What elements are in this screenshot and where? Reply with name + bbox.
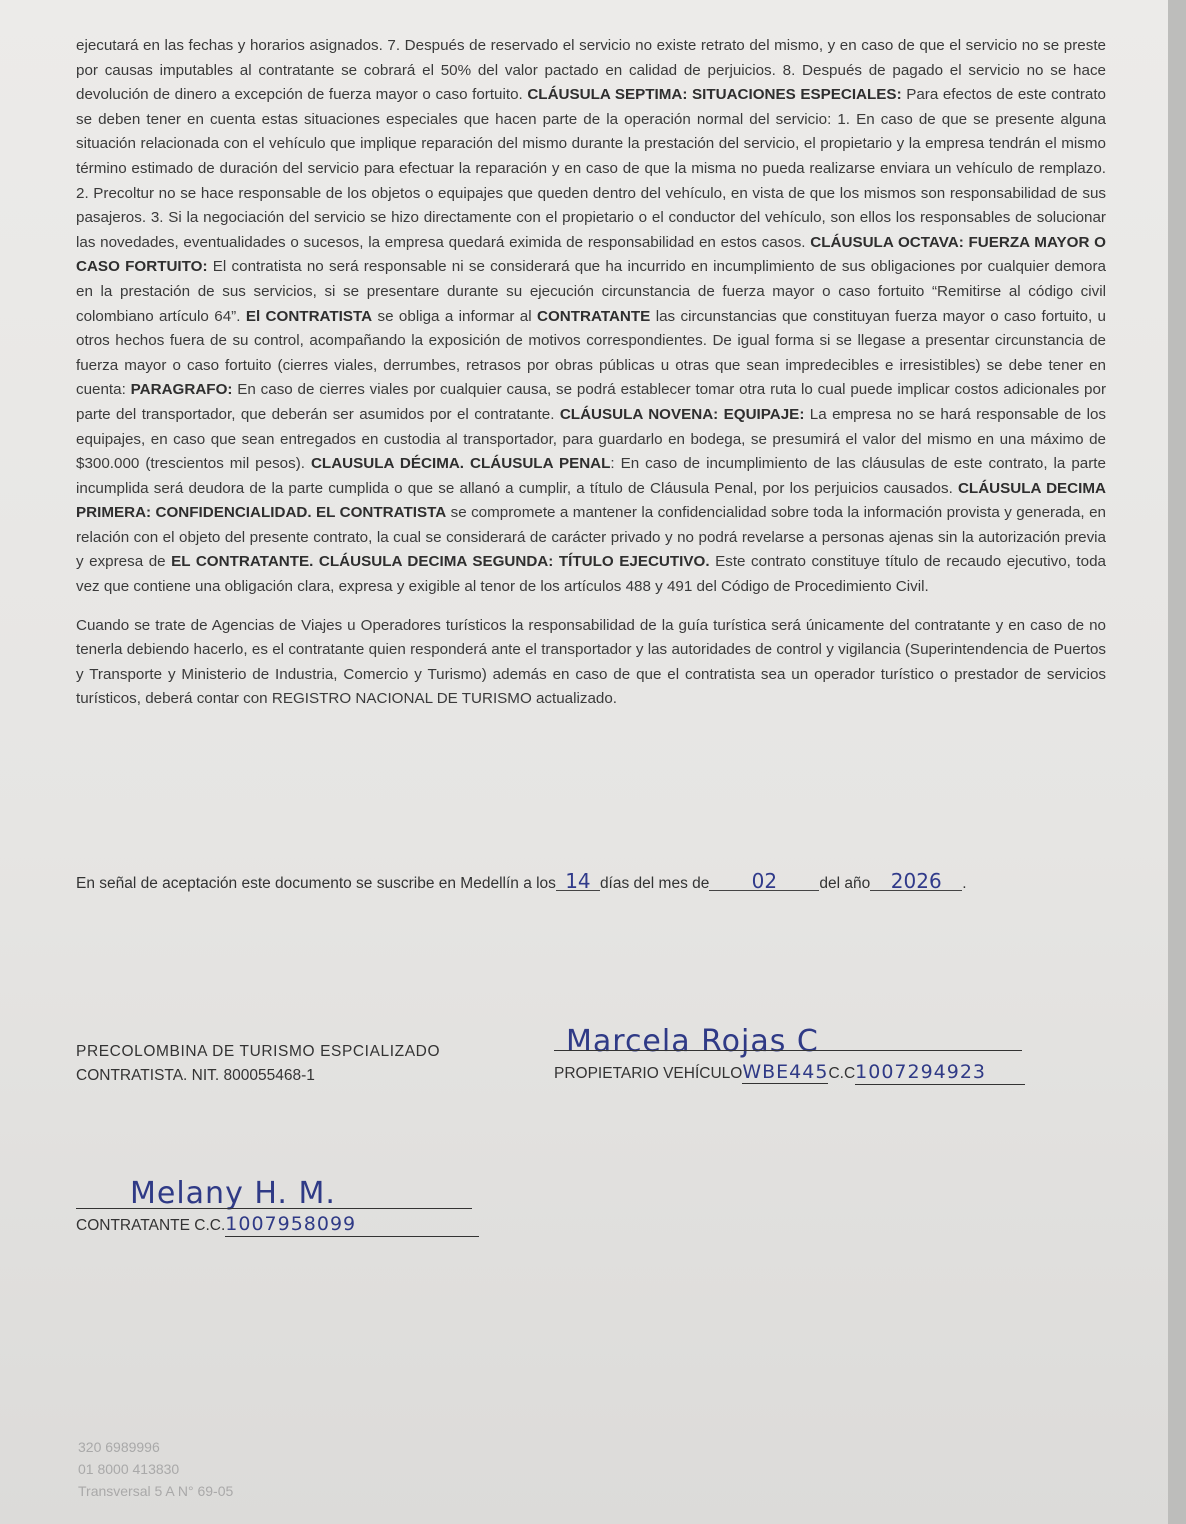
year-label: del año bbox=[819, 875, 871, 892]
clause-text: ejecutará en las fechas y horarios asignados. 7. Después de reservado el servicio no existe retrato del mismo, y en caso de que el servicio no se preste por causas imputables al contratante se cobrará el 50% del valor pactado en calidad de perjuicios. 8. Después de pagado el servicio no se hace devolución de dinero a excepción de fuerza mayor o caso fortuito. bbox=[76, 37, 1106, 104]
acceptance-suffix: . bbox=[962, 875, 967, 892]
clause-heading: CLÁUSULA SEPTIMA: SITUACIONES ESPECIALES: bbox=[527, 86, 902, 104]
contratante-signature: Melany H. M. bbox=[130, 1176, 336, 1211]
clause-heading: EL CONTRATANTE. CLÁUSULA DECIMA SEGUNDA: TÍTULO EJECUTIVO. bbox=[171, 553, 710, 571]
propietario-label: PROPIETARIO VEHÍCULO bbox=[554, 1065, 743, 1082]
footer-address: Transversal 5 A N° 69-05 bbox=[78, 1483, 234, 1499]
clause-text: Para efectos de este contrato se deben tener en cuenta estas situaciones especiales que hacen parte de la operación normal del servicio: 1. En caso de que se presente alguna situación relacionada con el vehículo que implique reparación del mismo durante la prestación del servicio, el propietario y la empresa tendrán el mismo término estimado de duración del servicio para efectuar la reparación y en caso de que la misma no pueda realizarse enviara un vehículo de remplazo. 2. Precoltur no se hace responsable de los objetos o equipajes que queden dentro del vehículo, en vista de que los mismos son responsabilidad de sus pasajeros. 3. Si la negociación del servicio se hizo directamente con el propietario o el conductor del vehículo, son ellos los responsables de solucionar las novedades, eventualidades o sucesos, la empresa quedará eximida de responsabilidad en estos casos. bbox=[76, 86, 1107, 251]
propietario-signature: Marcela Rojas C bbox=[566, 1024, 819, 1059]
clause-text: se compromete a mantener la confidencialidad sobre toda la información provista y generada, en relación con el objeto del presente contrato, la cual se considerará de carácter privado y no podrá revelarse a personas ajenas sin la autorización previa y expresa de bbox=[76, 504, 1106, 571]
clause-text: Este contrato constituye título de recaudo ejecutivo, toda vez que contiene una obligación clara, expresa y exigible al tenor de los artículos 488 y 491 del Código de Procedimiento Civil. bbox=[76, 553, 1106, 596]
contratante-signature-line bbox=[76, 1208, 472, 1209]
clause-heading: CLÁUSULA NOVENA: EQUIPAJE: bbox=[559, 405, 805, 423]
clauses-paragraph bbox=[76, 34, 1106, 600]
contratante-block bbox=[76, 1212, 479, 1238]
acceptance-mid: días del mes de bbox=[599, 875, 710, 892]
clause-heading: CLÁUSULA OCTAVA: FUERZA MAYOR O CASO FORTUITO: bbox=[76, 233, 1106, 276]
footer-phone: 320 6989996 bbox=[78, 1439, 160, 1455]
clause-heading: PARAGRAFO: bbox=[130, 381, 233, 399]
contratante-label: CONTRATANTE C.C. bbox=[76, 1217, 226, 1234]
contratista-company: PRECOLOMBINA DE TURISMO ESPCIALIZADO bbox=[76, 1043, 441, 1060]
acceptance-line bbox=[76, 869, 1076, 893]
vehicle-plate: WBE445 bbox=[742, 1061, 829, 1083]
contratista-block bbox=[76, 1040, 440, 1088]
page-edge bbox=[1168, 0, 1186, 1524]
clause-text: En caso de cierres viales por cualquier causa, se podrá establecer tomar otra ruta lo cual puede implicar costos adicionales por parte del transportador, que deberán ser asumidos por el contratante. bbox=[76, 381, 1106, 423]
contratista-nit: CONTRATISTA. NIT. 800055468-1 bbox=[76, 1067, 315, 1084]
propietario-block bbox=[554, 1060, 1025, 1086]
day-field: 14 bbox=[556, 872, 600, 891]
clause-heading: CLÁUSULA DECIMA PRIMERA: CONFIDENCIALIDAD. EL CONTRATISTA bbox=[76, 479, 1106, 522]
propietario-cc: 1007294923 bbox=[855, 1060, 1025, 1085]
year-field: 2026 bbox=[870, 872, 962, 891]
propietario-signature-line bbox=[554, 1050, 1022, 1051]
footer-contact bbox=[78, 1436, 233, 1502]
clause-text: El contratista no será responsable ni se considerará que ha incurrido en incumplimiento de sus obligaciones por cualquier demora en la prestación de sus servicios, si se presentare durante su ejecución circunstancia de fuerza mayor o caso fortuito “Remitirse al código civil colombiano artículo 64”. bbox=[76, 258, 1106, 325]
clause-heading: El CONTRATISTA bbox=[245, 307, 373, 325]
clause-heading: CONTRATANTE bbox=[536, 307, 651, 325]
propietario-cc-label: C.C bbox=[828, 1065, 856, 1082]
clause-text: se obliga a informar al bbox=[372, 307, 537, 325]
clause-heading: CLAUSULA DÉCIMA. CLÁUSULA PENAL bbox=[310, 455, 611, 473]
clause-text: : En caso de incumplimiento de las cláusulas de este contrato, la parte incumplida será deudora de la parte cumplida o que se allanó a cumplir, a título de Cláusula Penal, por los perjuicios causados. bbox=[76, 455, 1106, 497]
contratante-cc: 1007958099 bbox=[225, 1212, 479, 1237]
clause-text: las circunstancias que constituyan fuerza mayor o caso fortuito, u otros hechos fuera de su control, acompañando la exposición de motivos correspondientes. De igual forma si se llegase a presentar circunstancia de fuerza mayor o caso fortuito (cierres viales, derrumbes, retrasos por obras públicas u otras que sean impredecibles e irresistibles) se debe tener en cuenta: bbox=[76, 307, 1106, 399]
month-field: 02 bbox=[709, 872, 819, 891]
footer-toll-free: 01 8000 413830 bbox=[78, 1461, 180, 1477]
contract-body bbox=[76, 34, 1106, 712]
clause-text: La empresa no se hará responsable de los equipajes, en caso que sean entregados en custodia al transportador, para guardarlo en bodega, se presumirá el valor del mismo en una máximo de $300.000 (trescientos mil pesos). bbox=[76, 405, 1106, 473]
travel-agencies-paragraph: Cuando se trate de Agencias de Viajes u Operadores turísticos la responsabilidad de la guía turística será únicamente del contratante y en caso de no tenerla debiendo hacerlo, es el contratante quien responderá ante el transportador y las autoridades de control y vigilancia (Superintendencia de Puertos y Transporte y Ministerio de Industria, Comercio y Turismo) además en caso de que el contratista sea un operador turístico o prestador de servicios turísticos, deberá contar con REGISTRO NACIONAL DE TURISMO actualizado. bbox=[76, 616, 1106, 708]
acceptance-prefix: En señal de aceptación este documento se suscribe en Medellín a los bbox=[76, 875, 556, 892]
